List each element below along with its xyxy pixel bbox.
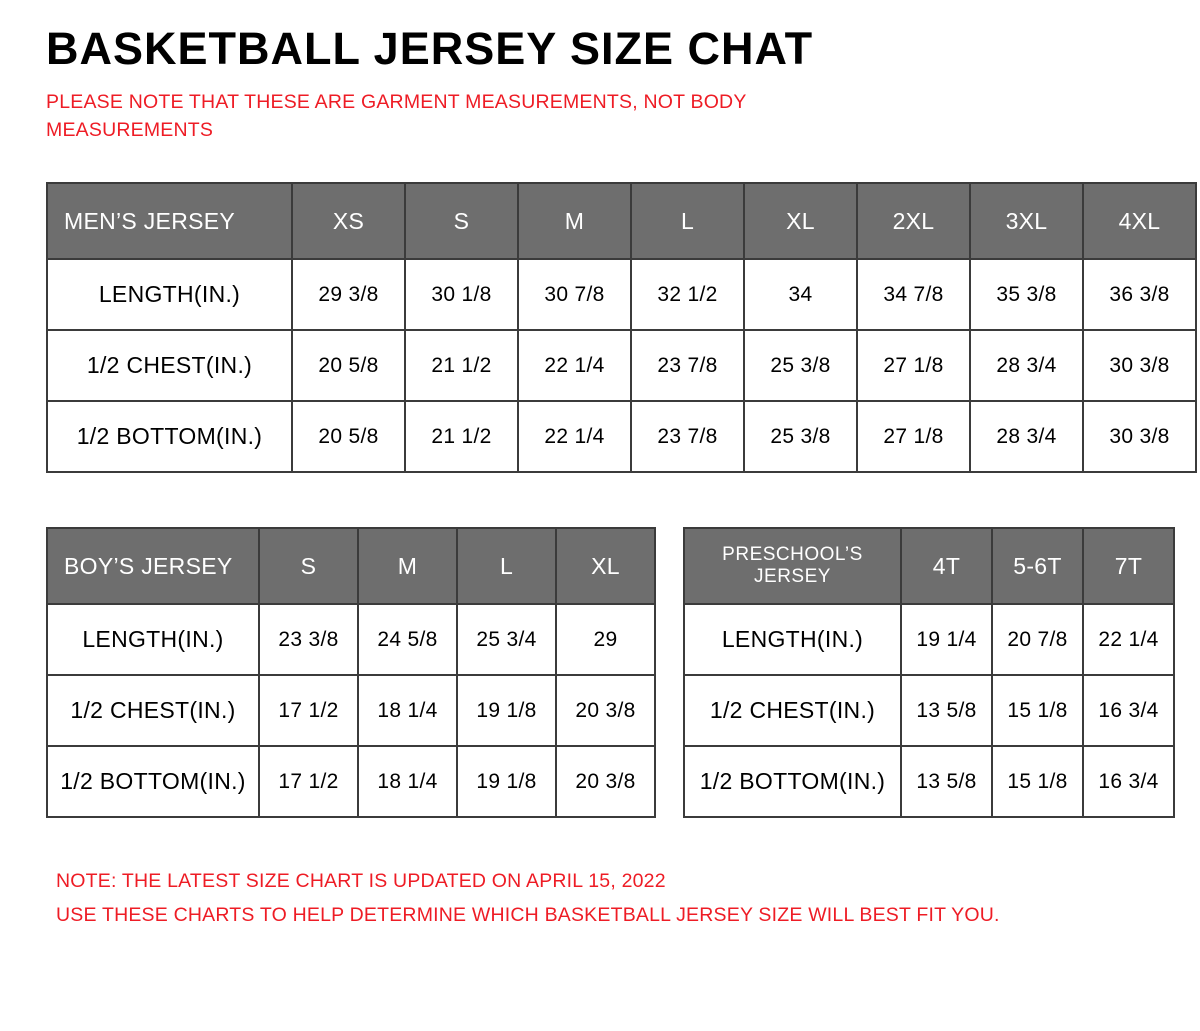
update-note: NOTE: THE LATEST SIZE CHART IS UPDATED ON APRIL 15, 2022	[56, 870, 666, 893]
measurement-cell: 34	[744, 259, 857, 330]
measurement-cell: 20 5/8	[292, 330, 405, 401]
measurement-cell: 30 3/8	[1083, 330, 1196, 401]
measurement-cell: 30 3/8	[1083, 401, 1196, 472]
measurement-cell: 20 7/8	[992, 604, 1083, 675]
measurement-cell: 17 1/2	[259, 746, 358, 817]
table-row	[47, 675, 655, 746]
measurement-cell: 18 1/4	[358, 675, 457, 746]
garment-measurement-note: PLEASE NOTE THAT THESE ARE GARMENT MEASUREMENTS, NOT BODY MEASUREMENTS	[46, 90, 747, 141]
measurement-cell: 16 3/4	[1083, 746, 1174, 817]
row-label: LENGTH(IN.)	[47, 259, 292, 330]
column-header-size: XL	[744, 183, 857, 259]
column-header-size: S	[259, 528, 358, 604]
secondary-tables-row	[46, 527, 1176, 818]
column-header-size: XS	[292, 183, 405, 259]
measurement-cell: 16 3/4	[1083, 675, 1174, 746]
table-row	[684, 746, 1174, 817]
preschool-table-title: PRESCHOOL’S JERSEY	[684, 528, 901, 604]
measurement-cell: 15 1/8	[992, 746, 1083, 817]
measurement-cell: 32 1/2	[631, 259, 744, 330]
size-chart-page	[0, 24, 1200, 1031]
column-header-size: 4XL	[1083, 183, 1196, 259]
column-header-size: S	[405, 183, 518, 259]
table-row	[47, 330, 1196, 401]
table-row	[684, 675, 1174, 746]
measurement-cell: 22 1/4	[518, 401, 631, 472]
row-label: 1/2 CHEST(IN.)	[684, 675, 901, 746]
column-header-size: M	[518, 183, 631, 259]
preschool-jersey-size-table	[683, 527, 1175, 818]
measurement-cell: 20 3/8	[556, 675, 655, 746]
measurement-cell: 24 5/8	[358, 604, 457, 675]
mens-table-title: MEN’S JERSEY	[47, 183, 292, 259]
measurement-cell: 28 3/4	[970, 401, 1083, 472]
row-label: 1/2 CHEST(IN.)	[47, 330, 292, 401]
boys-jersey-size-table	[46, 527, 656, 818]
row-label: 1/2 BOTTOM(IN.)	[684, 746, 901, 817]
measurement-cell: 30 7/8	[518, 259, 631, 330]
column-header-size: XL	[556, 528, 655, 604]
measurement-cell: 13 5/8	[901, 675, 992, 746]
column-header-size: 2XL	[857, 183, 970, 259]
measurement-cell: 28 3/4	[970, 330, 1083, 401]
measurement-cell: 36 3/8	[1083, 259, 1196, 330]
column-header-size: 3XL	[970, 183, 1083, 259]
bottom-notes	[56, 864, 1176, 932]
measurement-cell: 22 1/4	[518, 330, 631, 401]
page-title: BASKETBALL JERSEY SIZE CHAT	[46, 23, 814, 74]
measurement-cell: 21 1/2	[405, 330, 518, 401]
column-header-size: L	[457, 528, 556, 604]
column-header-size: 5-6T	[992, 528, 1083, 604]
usage-note: USE THESE CHARTS TO HELP DETERMINE WHICH BASKETBALL JERSEY SIZE WILL BEST FIT YOU.	[56, 904, 1000, 927]
measurement-cell: 27 1/8	[857, 401, 970, 472]
measurement-cell: 19 1/4	[901, 604, 992, 675]
measurement-cell: 27 1/8	[857, 330, 970, 401]
measurement-cell: 20 3/8	[556, 746, 655, 817]
row-label: LENGTH(IN.)	[684, 604, 901, 675]
table-row	[47, 604, 655, 675]
measurement-cell: 19 1/8	[457, 675, 556, 746]
measurement-cell: 15 1/8	[992, 675, 1083, 746]
measurement-cell: 29	[556, 604, 655, 675]
measurement-cell: 35 3/8	[970, 259, 1083, 330]
table-header-row	[47, 528, 655, 604]
measurement-cell: 30 1/8	[405, 259, 518, 330]
measurement-cell: 25 3/8	[744, 401, 857, 472]
row-label: 1/2 CHEST(IN.)	[47, 675, 259, 746]
table-row	[47, 259, 1196, 330]
measurement-cell: 22 1/4	[1083, 604, 1174, 675]
measurement-cell: 34 7/8	[857, 259, 970, 330]
measurement-cell: 18 1/4	[358, 746, 457, 817]
measurement-cell: 13 5/8	[901, 746, 992, 817]
table-row	[684, 604, 1174, 675]
table-row	[47, 746, 655, 817]
measurement-cell: 25 3/4	[457, 604, 556, 675]
table-header-row	[47, 183, 1196, 259]
measurement-cell: 20 5/8	[292, 401, 405, 472]
measurement-cell: 23 3/8	[259, 604, 358, 675]
table-header-row	[684, 528, 1174, 604]
mens-jersey-size-table	[46, 182, 1197, 473]
measurement-cell: 23 7/8	[631, 330, 744, 401]
row-label: 1/2 BOTTOM(IN.)	[47, 746, 259, 817]
column-header-size: M	[358, 528, 457, 604]
table-row	[47, 401, 1196, 472]
measurement-cell: 21 1/2	[405, 401, 518, 472]
row-label: LENGTH(IN.)	[47, 604, 259, 675]
column-header-size: 4T	[901, 528, 992, 604]
measurement-cell: 19 1/8	[457, 746, 556, 817]
measurement-cell: 17 1/2	[259, 675, 358, 746]
column-header-size: L	[631, 183, 744, 259]
boys-table-title: BOY’S JERSEY	[47, 528, 259, 604]
row-label: 1/2 BOTTOM(IN.)	[47, 401, 292, 472]
measurement-cell: 23 7/8	[631, 401, 744, 472]
measurement-cell: 25 3/8	[744, 330, 857, 401]
column-header-size: 7T	[1083, 528, 1174, 604]
measurement-cell: 29 3/8	[292, 259, 405, 330]
